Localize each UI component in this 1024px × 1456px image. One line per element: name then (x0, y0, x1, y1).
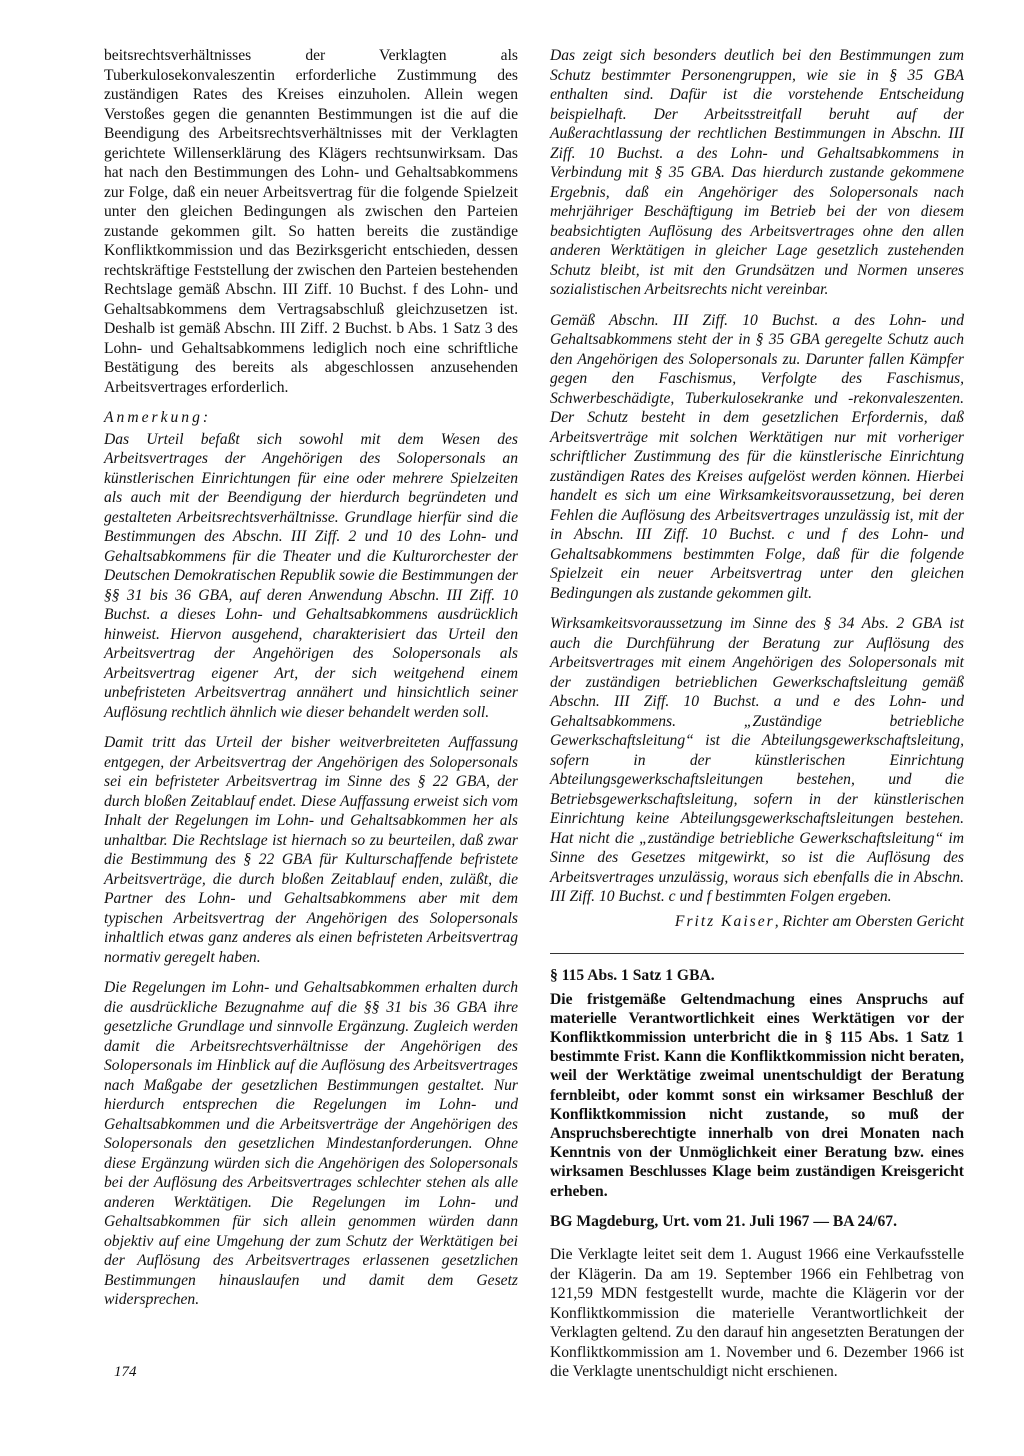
annotation-paragraph: Das Urteil befaßt sich sowohl mit dem Wesen des Arbeitsvertrages der Angehörigen des Solopersonals an künstlerischen Einrichtungen für eine oder mehrere Spielzeiten als auch mit der Beendigung der hierdurch begründeten und gestalteten Arbeitsrechtsverhältnisse. Grundlage hierfür sind die Bestimmungen des Abschn. III Ziff. 2 und 10 des Lohn- und Gehaltsabkommens für die Theater und die Kulturorchester der Deutschen Demokratischen Republik sowie die Bestimmungen der §§ 31 bis 36 GBA, auf deren Anwendung Abschn. III Ziff. 10 Buchst. a dieses Lohn- und Gehaltsabkommens ausdrücklich hinweist. Hiervon ausgehend, charakterisiert das Urteil den Arbeitsvertrag der Angehörigen des Solopersonals als Arbeitsvertrag eigener Art, der sich weitgehend einem unbefristeten Arbeitsvertrag annähert und hinsichtlich seiner Auflösung rechtlich ähnlich wie dieser behandelt werden soll. (104, 430, 518, 721)
author-name: Fritz Kaiser (674, 912, 775, 930)
body-paragraph: beitsrechtsverhältnisses der Verklagten als Tuberkulosekonvaleszentin erforderliche Zustimmung des zuständigen Rates des Kreises einzuholen. Allein wegen Verstoßes gegen die genannten Bestimmungen ist die auf die Beendigung des Arbeitsrechtsverhältnisses mit der Verklagten gerichtete Willenserklärung des Klägers rechtsunwirksam. Das hat nach den Bestimmungen des Lohn- und Gehaltsabkommens zur Folge, daß ein neuer Arbeitsvertrag für die folgende Spielzeit unter den gleichen Bedingungen als zwischen den Parteien zustande gekommen gilt. So hatten bereits die zuständige Konfliktkommission und das Bezirksgericht entschieden, dessen rechtskräftige Feststellung der zwischen den Parteien bestehenden Rechtslage gemäß Abschn. III Ziff. 10 Buchst. f des Lohn- und Gehaltsabkommens dem Vertragsabschluß gleichzusetzen ist. Deshalb ist gemäß Abschn. III Ziff. 2 Buchst. b Abs. 1 Satz 3 des Lohn- und Gehaltsabkommens lediglich noch eine schriftliche Bestätigung des bereits als abgeschlossen anzusehenden Arbeitsvertrages erforderlich. (104, 47, 518, 396)
body-paragraph: Die Verklagte leitet seit dem 1. August 1966 eine Verkaufsstelle der Klägerin. Da am 19. September 1966 ein Fehlbetrag von 121,59 MDN festgestellt wurde, machte die Klägerin vor der Konfliktkommission die materielle Verantwortlichkeit der Verklagten geltend. Zu den darauf hin angesetzten Beratungen der Konfliktkommission am 1. November und 6. Dezember 1966 ist die Verklagte unentschuldigt nicht erschienen. (550, 1246, 964, 1381)
annotation-paragraph: Damit tritt das Urteil der bisher weitverbreiteten Auffassung entgegen, der Arbeitsvertrag der Angehörigen des Solopersonals sei ein befristeter Arbeitsvertrag im Sinne des § 22 GBA, der durch bloßen Zeitablauf endet. Diese Auffassung erweist sich vom Inhalt der Regelungen im Lohn- und Gehaltsabkommen her als unhaltbar. Die Rechtslage ist hiernach so zu beurteilen, daß zwar die Bestimmung des § 22 GBA für Kulturschaffende befristete Arbeitsverträge, die durch bloßen Zeitablauf enden, zuläßt, die Partner des Lohn- und Gehaltsabkommens aber mit dem typischen Arbeitsvertrag der Angehörigen des Solopersonals inhaltlich etwas ganz anderes als einen befristeten Arbeitsvertrag normativ geregelt haben. (104, 734, 518, 966)
page-number: 174 (114, 1364, 137, 1380)
right-column (550, 46, 964, 1393)
annotation-heading: Anmerkung: (104, 409, 212, 426)
annotation-paragraph: Das zeigt sich besonders deutlich bei den Bestimmungen zum Schutz bestimmter Personengruppen, wie sie in § 35 GBA enthalten sind. Dafür ist die vorstehende Entscheidung beispielhaft. Der Arbeitsstreitfall beruht auf der Außerachtlassung der rechtlichen Bestimmungen in Abschn. III Ziff. 10 Buchst. a des Lohn- und Gehaltsabkommens in Verbindung mit § 35 GBA. Das hierdurch zustande gekommene Ergebnis, daß ein Angehöriger des Solopersonals nach mehrjähriger Beschäftigung im Betrieb bei der von diesem beabsichtigten Auflösung des Arbeitsvertrages ohne den allen anderen Werktätigen in gleicher Lage gesetzlich zustehenden Schutz bleibt, ist mit den Grundsätzen und Normen unseres sozialistischen Arbeitsrechts nicht vereinbar. (550, 47, 964, 298)
section-title: § 115 Abs. 1 Satz 1 GBA. (550, 967, 715, 984)
annotation-paragraph: Gemäß Abschn. III Ziff. 10 Buchst. a des Lohn- und Gehaltsabkommens steht der in § 35 GBA geregelte Schutz auch den Angehörigen des Solopersonals zu. Darunter fallen Kämpfer gegen den Faschismus, Verfolgte des Faschismus, Schwerbeschädigte, Tuberkulosekranke und -rekonvaleszenten. Der Schutz besteht in dem gesetzlichen Erfordernis, daß Arbeitsverträge mit solchen Werktätigen nur mit vorheriger schriftlicher Zustimmung des für die künstlerische Einrichtung zuständigen Rates des Kreises aufgelöst werden können. Hierbei handelt es sich um eine Wirksamkeitsvoraussetzung, bei deren Fehlen die Auflösung des Arbeitsvertrages unzulässig ist, mit der in Abschn. III Ziff. 10 Buchst. c und f des Lohn- und Gehaltsabkommens bestimmten Folge, daß für die folgende Spielzeit ein neuer Arbeitsvertrag unter den gleichen Bedingungen als zustande gekommen gilt. (550, 311, 964, 602)
headnote: Die fristgemäße Geltendmachung eines Anspruchs auf materielle Verantwortlichkeit eines Werktätigen vor der Konfliktkommission unterbricht die in § 115 Abs. 1 Satz 1 bestimmte Frist. Kann die Konfliktkommission nicht beraten, weil der Werktätige zweimal unentschuldigt der Beratung fernbleibt, oder kommt sonst ein wirksamer Beschluß der Konfliktkommission nicht zustande, so muß der Anspruchsberechtigte innerhalb von drei Monaten nach Kenntnis von der Unmöglichkeit einer Beratung bzw. eines wirksamen Beschlusses Klage beim zuständigen Kreisgericht erheben. (550, 990, 964, 1200)
section-divider (550, 953, 964, 954)
author-title: , Richter am Obersten Gericht (774, 912, 964, 930)
author-signature (550, 912, 964, 932)
annotation-paragraph: Die Regelungen im Lohn- und Gehaltsabkommen erhalten durch die ausdrückliche Bezugnahme auf die §§ 31 bis 36 GBA ihre gesetzliche Grundlage und sinnvolle Ergänzung. Zugleich werden damit die Arbeitsrechtsverhältnisse der Angehörigen des Solopersonals im Hinblick auf die Auflösung des Arbeitsvertrages nach Maßgabe der gesetzlichen Bestimmungen gestaltet. Nur hierdurch entsprechen die Regelungen im Lohn- und Gehaltsabkommen und die Arbeitsverträge der Angehörigen des Solopersonals den gesetzlichen Mindestanforderungen. Ohne diese Ergänzung würden sich die Angehörigen des Solopersonals bei der Auflösung des Arbeitsvertrages schlechter stehen als alle anderen Werktätigen. Die Regelungen im Lohn- und Gehaltsabkommen für sich allein genommen würden dann objektiv auf eine Umgehung der zum Schutz der Werktätigen bei der Auflösung des Arbeitsvertrages erlassenen gesetzlichen Bestimmungen hinauslaufen und damit dem Gesetz widersprechen. (104, 979, 518, 1308)
annotation-paragraph: Wirksamkeitsvoraussetzung im Sinne des § 34 Abs. 2 GBA ist auch die Durchführung der Beratung zur Auflösung des Arbeitsvertrages mit einem Angehörigen des Solopersonals mit der zuständigen betrieblichen Gewerkschaftsleitung gemäß Abschn. III Ziff. 10 Buchst. a und e des Lohn- und Gehaltsabkommens. „Zuständige betriebliche Gewerkschaftsleitung“ ist die Abteilungsgewerkschaftsleitung, sofern in der künstlerischen Einrichtung Abteilungsgewerkschaftsleitungen bestehen, und die Betriebsgewerkschaftsleitung, sofern in der künstlerischen Einrichtung keine Abteilungsgewerkschaftsleitungen bestehen. Hat nicht die „zuständige betriebliche Gewerkschaftsleitung“ im Sinne des Gesetzes mitgewirkt, so ist die Auflösung des Arbeitsvertrages unzulässig, woraus sich ebenfalls die in Abschn. III Ziff. 10 Buchst. c und f bestimmten Folgen ergeben. (550, 615, 964, 905)
left-column (104, 46, 518, 1321)
court-citation: BG Magdeburg, Urt. vom 21. Juli 1967 — BA 24/67. (550, 1212, 897, 1230)
